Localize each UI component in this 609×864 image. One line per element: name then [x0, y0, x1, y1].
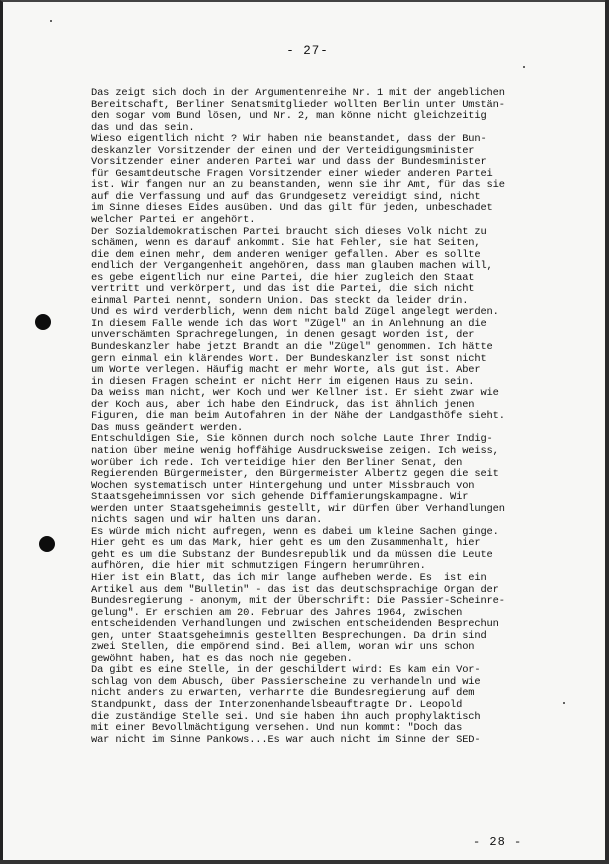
text-line: Entschuldigen Sie, Sie können durch noch solche Laute Ihrer Indig-: [91, 433, 493, 446]
text-line: Das zeigt sich doch in der Argumentenreihe Nr. 1 mit der angeblichen: [91, 87, 505, 99]
page-number: - 27-: [286, 44, 329, 58]
text-line: Es würde mich nicht aufregen, wenn es dabei um kleine Sachen ginge.: [91, 525, 499, 538]
text-line: unverschämten Sprachregelungen, in denen gesagt worden ist, der: [91, 329, 475, 342]
text-line: war nicht im Sinne Pankows...Es war auch nicht im Sinne der SED-: [91, 733, 481, 746]
text-line: die dem einen mehr, dem anderen weniger gefallen. Aber es sollte: [91, 248, 481, 261]
text-line: worüber ich rede. Ich verteidige hier den Berliner Senat, den: [91, 456, 463, 469]
text-line: Das muss geändert werden.: [91, 421, 244, 434]
text-line: werden unter Staatsgeheimnis gestellt, wir dürfen über Verhandlungen: [91, 502, 505, 515]
text-line: In diesem Falle wende ich das Wort "Zügel" an in Anlehnung an die: [91, 317, 487, 330]
text-line: das und das sein.: [91, 121, 195, 134]
text-line: schämen, wenn es darauf ankommt. Sie hat Fehler, sie hat Seiten,: [91, 237, 481, 250]
text-line: in diesen Fragen scheint er nicht Herr im eigenen Haus zu sein.: [91, 375, 475, 388]
text-line: der Koch aus, aber ich habe den Eindruck, das ist ähnlich jenen: [91, 398, 475, 411]
text-line: Bundeskanzler habe jetzt Brandt an die "Zügel" genommen. Ich hätte: [91, 341, 493, 354]
text-line: deskanzler Vorsitzender der einen und der Verteidigungsminister: [91, 144, 475, 157]
text-line: Standpunkt, dass der Interzonenhandelsbeauftragte Dr. Leopold: [91, 698, 463, 711]
next-page-number: - 28 -: [473, 835, 523, 849]
text-line: gern einmal ein klärendes Wort. Der Bundeskanzler ist sonst nicht: [91, 352, 487, 365]
text-line: gewöhnt haben, hat es das noch nie gegeben.: [91, 652, 353, 665]
text-line: ist. Wir fangen nur an zu beanstanden, wenn sie ihr Amt, für das sie: [91, 179, 505, 192]
text-line: Bundesregierung - anonym, mit der Überschrift: Die Passier-Scheinre-: [91, 595, 505, 608]
text-line: Bereitschaft, Berliner Senatsmitglieder wollten Berlin unter Umstän-: [91, 98, 505, 111]
text-line: es gebe eigentlich nur eine Partei, die hier zugleich den Staat: [91, 271, 475, 284]
text-line: Da weiss man nicht, wer Koch und wer Kellner ist. Er sieht zwar wie: [91, 387, 499, 400]
body-text: [91, 88, 505, 746]
text-line: gen, unter Staatsgeheimnis gestellten Besprechungen. Da drin sind: [91, 629, 487, 642]
punch-hole: [35, 314, 51, 330]
scan-speck: [563, 702, 565, 704]
text-line: schlag von dem Abusch, über Passierscheine zu verhandeln und wie: [91, 675, 481, 688]
text-line: Staatsgeheimnissen vor sich gehende Diffamierungskampagne. Wir: [91, 491, 469, 504]
text-line: gelung". Er erschien am 20. Februar des Jahres 1964, zwischen: [91, 606, 463, 619]
text-line: Und es wird verderblich, wenn dem nicht bald Zügel angelegt werden.: [91, 306, 499, 319]
punch-hole: [39, 536, 55, 552]
text-line: für Gesamtdeutsche Fragen Vorsitzender einer wieder anderen Partei: [91, 167, 493, 180]
text-line: geht es um die Substanz der Bundesrepublik und da müssen die Leute: [91, 548, 493, 561]
text-line: die zuständige Stelle sei. Und sie haben ihn auch prophylaktisch: [91, 710, 481, 723]
text-line: aufhören, die hier mit schmutzigen Fingern herumrühren.: [91, 560, 426, 573]
text-line: vertritt und verkörpert, und das ist die Partei, die sich nicht: [91, 283, 475, 296]
text-line: Wieso eigentlich nicht ? Wir haben nie beanstandet, dass der Bun-: [91, 133, 487, 146]
text-line: Der Sozialdemokratischen Partei braucht sich dieses Volk nicht zu: [91, 225, 487, 238]
text-line: zwei Stellen, die empörend sind. Bei allem, woran wir uns schon: [91, 641, 475, 654]
text-line: nicht anders zu erwarten, verharrte die Bundesregierung auf dem: [91, 687, 475, 700]
text-line: mit einer Bevollmächtigung versehen. Und nun kommt: "Doch das: [91, 722, 463, 735]
text-line: Hier ist ein Blatt, das ich mir lange aufheben werde. Es ist ein: [91, 571, 487, 584]
text-line: nation über meine wenig hoffähige Ausdrucksweise zeigen. Ich weiss,: [91, 444, 499, 457]
text-line: Figuren, die man beim Autofahren in der Nähe der Landgasthöfe sieht.: [91, 410, 505, 423]
text-line: einmal Partei nennt, sondern Union. Das steckt da leider drin.: [91, 294, 469, 307]
scan-speck: [50, 20, 52, 22]
text-line: Da gibt es eine Stelle, in der geschildert wird: Es kam ein Vor-: [91, 664, 481, 677]
text-line: den sogar vom Bund lösen, und Nr. 2, man könne nicht gleichzeitig: [91, 110, 487, 123]
text-line: endlich der Vergangenheit angehören, dass man glauben machen will,: [91, 260, 493, 273]
text-line: Vorsitzender einer anderen Partei war und dass der Bundesminister: [91, 156, 487, 169]
text-line: Hier geht es um das Mark, hier geht es um den Zusammenhalt, hier: [91, 537, 481, 550]
text-line: welcher Partei er angehört.: [91, 214, 256, 227]
text-line: Regierenden Bürgermeister, den Bürgermeister Albertz gegen die seit: [91, 468, 499, 481]
text-line: auf die Verfassung und auf das Grundgesetz vereidigt sind, nicht: [91, 190, 481, 203]
scan-edge-right: [605, 0, 609, 864]
scan-edge-bottom: [0, 860, 609, 864]
text-line: Artikel aus dem "Bulletin" - das ist das deutschsprachige Organ der: [91, 583, 499, 596]
text-line: entscheidenden Verhandlungen und zwischen entscheidenden Besprechun: [91, 618, 499, 631]
text-line: im Sinne dieses Eides ausüben. Und das gilt für jeden, unbeschadet: [91, 202, 493, 215]
text-line: um Worte verlegen. Häufig macht er mehr Worte, als gut ist. Aber: [91, 364, 481, 377]
scan-speck: [523, 66, 525, 68]
text-line: nichts sagen und wir halten uns daran.: [91, 514, 323, 527]
text-line: Wochen systematisch unter Hintergehung und unter Missbrauch von: [91, 479, 475, 492]
